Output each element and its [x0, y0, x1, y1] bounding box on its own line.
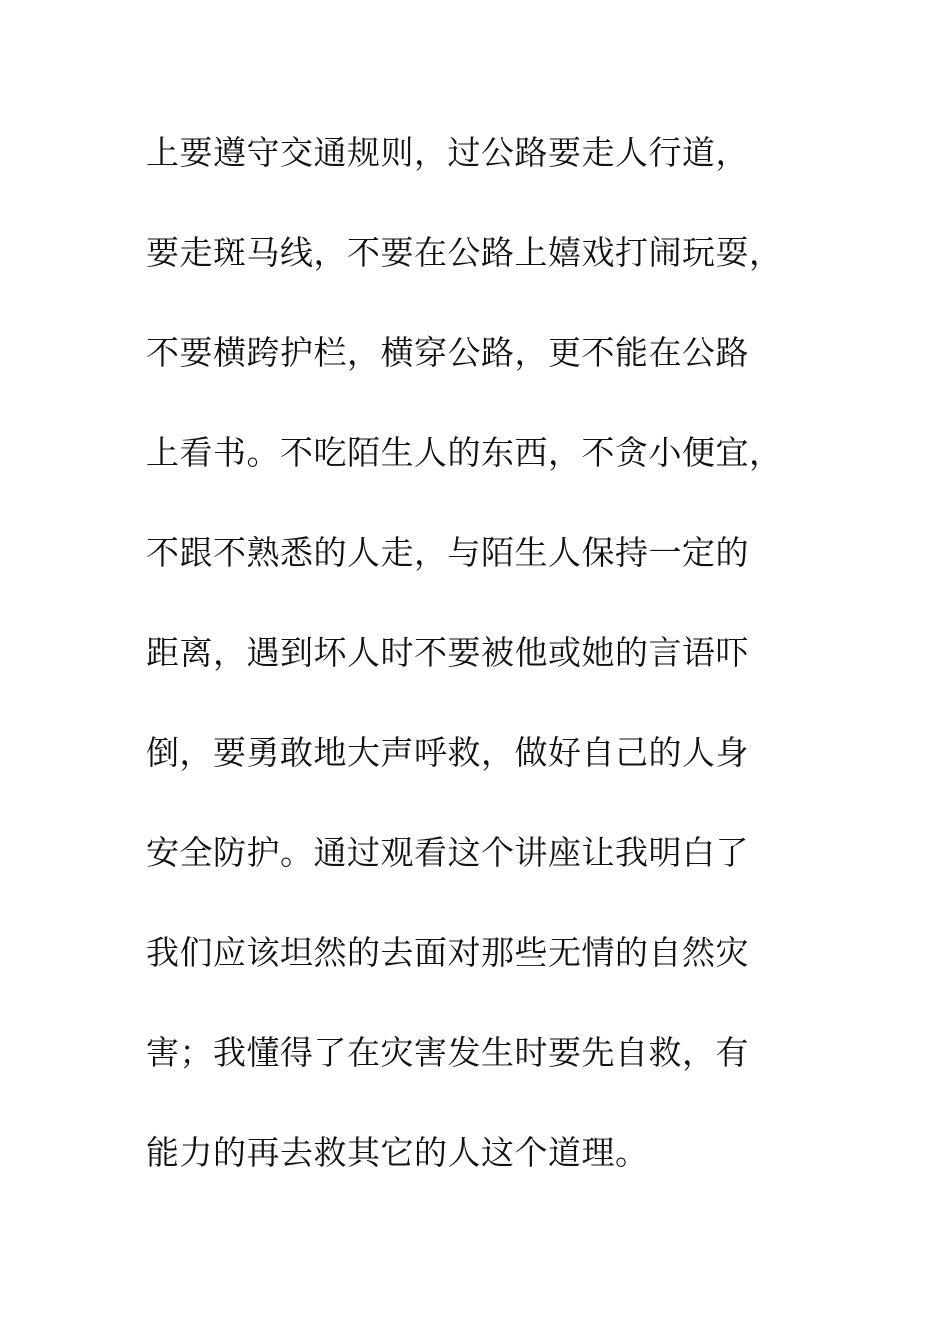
- text-line-2: 要走斑马线，不要在公路上嬉戏打闹玩耍，: [146, 233, 783, 272]
- body-paragraph: [146, 123, 846, 1223]
- text-line-4: 上看书。不吃陌生人的东西，不贪小便宜，: [146, 433, 783, 472]
- text-line-9: 我们应该坦然的去面对那些无情的自然灾: [146, 933, 749, 972]
- text-line-6: 距离，遇到坏人时不要被他或她的言语吓: [146, 633, 749, 672]
- text-line-5: 不跟不熟悉的人走，与陌生人保持一定的: [146, 533, 749, 572]
- text-line-7: 倒，要勇敢地大声呼救，做好自己的人身: [146, 733, 749, 772]
- text-line-11: 能力的再去救其它的人这个道理。: [146, 1133, 649, 1172]
- text-line-8: 安全防护。通过观看这个讲座让我明白了: [146, 833, 749, 872]
- text-line-1: 上要遵守交通规则，过公路要走人行道，: [146, 133, 749, 172]
- text-line-3: 不要横跨护栏，横穿公路，更不能在公路: [146, 333, 749, 372]
- text-line-10: 害；我懂得了在灾害发生时要先自救，有: [146, 1033, 749, 1072]
